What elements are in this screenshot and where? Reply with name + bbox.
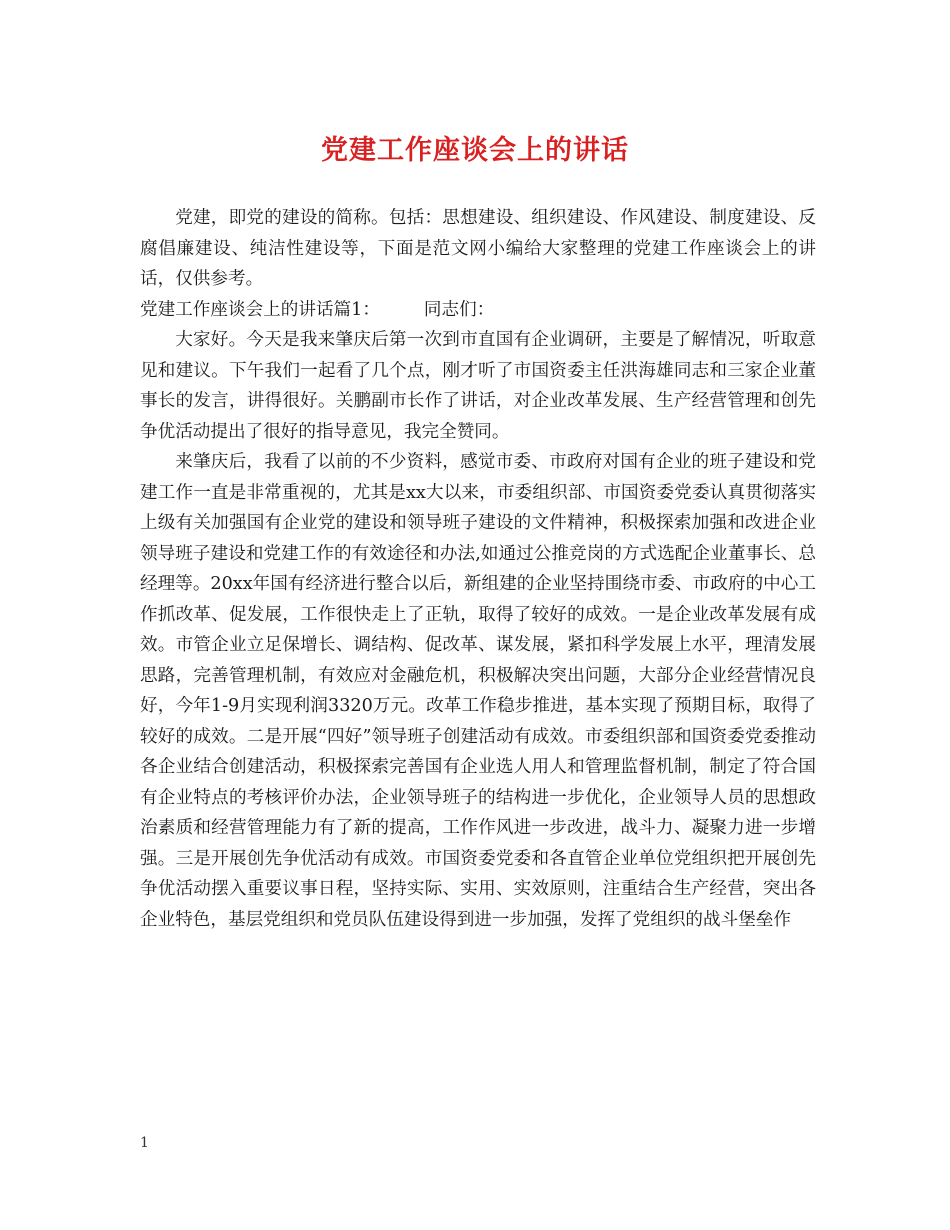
section-heading-line xyxy=(140,295,816,326)
salutation: 同志们： xyxy=(423,299,495,320)
document-body xyxy=(140,203,816,935)
section-heading: 党建工作座谈会上的讲话篇1： xyxy=(140,299,380,320)
intro-paragraph: 党建，即党的建设的简称。包括：思想建设、组织建设、作风建设、制度建设、反腐倡廉建设、纯洁性建设等，下面是范文网小编给大家整理的党建工作座谈会上的讲话，仅供参考。 xyxy=(140,208,816,289)
document-title: 党建工作座谈会上的讲话 xyxy=(321,135,629,166)
body-paragraph-1: 大家好。今天是我来肇庆后第一次到市直国有企业调研，主要是了解情况，听取意见和建议。下午我们一起看了几个点，刚才听了市国资委主任洪海雄同志和三家企业董事长的发言，讲得很好。关鹏副市长作了讲话，对企业改革发展、生产经营管理和创先争优活动提出了很好的指导意见，我完全赞同。 xyxy=(140,330,816,442)
page-number: 1 xyxy=(140,1135,149,1151)
body-paragraph-2: 来肇庆后，我看了以前的不少资料，感觉市委、市政府对国有企业的班子建设和党建工作一直是非常重视的，尤其是xx大以来，市委组织部、市国资委党委认真贯彻落实上级有关加强国有企业党的建设和领导班子建设的文件精神，积极探索加强和改进企业领导班子建设和党建工作的有效途径和办法,如通过公推竞岗的方式选配企业董事长、总经理等。20xx年国有经济进行整合以后，新组建的企业坚持围绕市委、市政府的中心工作抓改革、促发展，工作很快走上了正轨，取得了较好的成效。一是企业改革发展有成效。市管企业立足保增长、调结构、促改革、谋发展，紧扣科学发展上水平，理清发展思路，完善管理机制，有效应对金融危机，积极解决突出问题，大部分企业经营情况良好，今年1-9月实现利润3320万元。改革工作稳步推进，基本实现了预期目标，取得了较好的成效。二是开展“四好”领导班子创建活动有成效。市委组织部和国资委党委推动各企业结合创建活动，积极探索完善国有企业选人用人和管理监督机制，制定了符合国有企业特点的考核评价办法，企业领导班子的结构进一步优化，企业领导人员的思想政治素质和经营管理能力有了新的提高，工作作风进一步改进，战斗力、凝聚力进一步增强。三是开展创先争优活动有成效。市国资委党委和各直管企业单位党组织把开展创先争优活动摆入重要议事日程，坚持实际、实用、实效原则，注重结合生产经营，突出各企业特色，基层党组织和党员队伍建设得到进一步加强，发挥了党组织的战斗堡垒作 xyxy=(140,452,816,930)
